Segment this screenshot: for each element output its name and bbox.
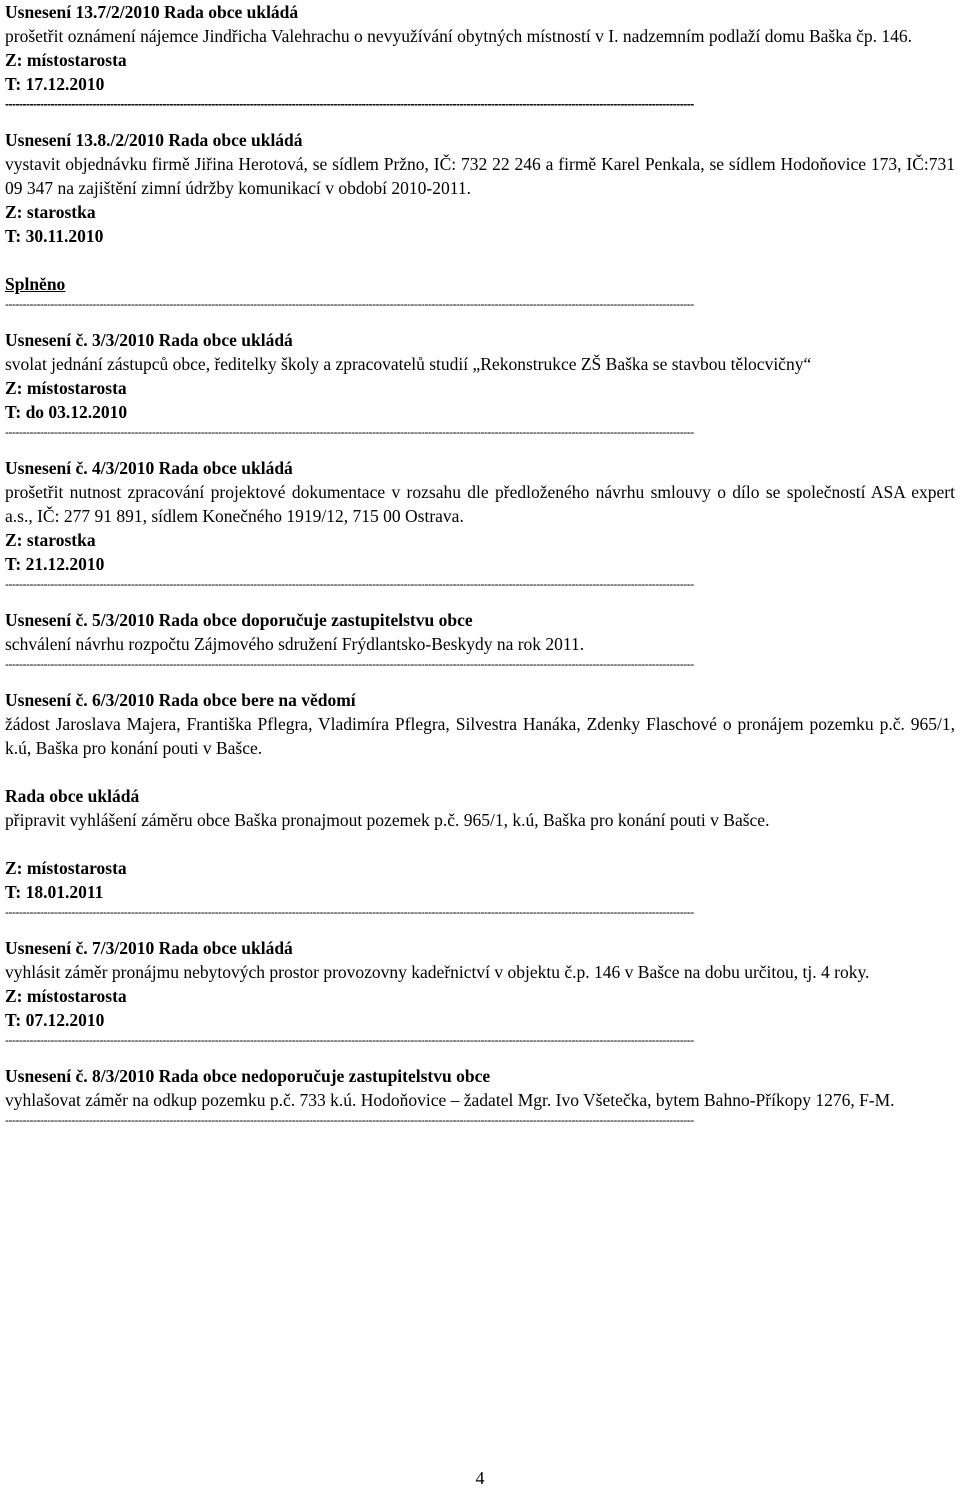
separator-line: ----------------------------------------------------------------------------------------------------------------------------------------------------------------------------------------------------- [5,657,694,671]
page-number: 4 [475,1468,485,1488]
resolution-responsible: Z: starostka [5,202,96,222]
resolution-body: vyhlásit záměr pronájmu nebytových prostor provozovny kadeřnictví v objektu č.p. 146 v Bašce na dobu určitou, tj. 4 roky. [5,962,870,982]
resolution-13-8 [5,128,955,296]
resolution-3-3 [5,328,955,424]
separator-line: ----------------------------------------------------------------------------------------------------------------------------------------------------------------------------------------------------- [5,1033,694,1047]
resolution-heading: Usnesení 13.8./2/2010 Rada obce ukládá [5,130,303,150]
document-page [5,0,955,1128]
resolution-heading: Usnesení 13.7/2/2010 Rada obce ukládá [5,2,299,22]
resolution-subheading: Rada obce ukládá [5,786,140,806]
resolution-heading: Usnesení č. 7/3/2010 Rada obce ukládá [5,938,293,958]
resolution-deadline: T: 07.12.2010 [5,1010,105,1030]
resolution-body: prošetřit nutnost zpracování projektové dokumentace v rozsahu dle předloženého návrhu smlouvy o dílo se společností ASA expert a.s., IČ: 277 91 891, sídlem Konečného 1919/12, 715 00 Ostrava. [5,482,955,526]
resolution-responsible: Z: místostarosta [5,50,127,70]
resolution-status: Splněno [5,274,66,294]
resolution-6-3 [5,688,955,904]
resolution-body: vystavit objednávku firmě Jiřina Herotová, se sídlem Pržno, IČ: 732 22 246 a firmě Karel Penkala, se sídlem Hodoňovice 173, IČ:731 09 347 na zajištění zimní údržby komunikací v období 2010-2011. [5,154,955,198]
resolution-body: schválení návrhu rozpočtu Zájmového sdružení Frýdlantsko-Beskydy na rok 2011. [5,634,585,654]
resolution-heading: Usnesení č. 5/3/2010 Rada obce doporučuje zastupitelstvu obce [5,610,473,630]
resolution-body: prošetřit oznámení nájemce Jindřicha Valehrachu o nevyužívání obytných místností v I. nadzemním podlaží domu Baška čp. 146. [5,26,913,46]
resolution-heading: Usnesení č. 4/3/2010 Rada obce ukládá [5,458,293,478]
resolution-heading: Usnesení č. 3/3/2010 Rada obce ukládá [5,330,293,350]
resolution-body: žádost Jaroslava Majera, Františka Pflegra, Vladimíra Pflegra, Silvestra Hanáka, Zdenky Flaschové o pronájem pozemku p.č. 965/1, k.ú, Baška pro konání pouti v Bašce. [5,714,955,758]
resolution-deadline: T: do 03.12.2010 [5,402,128,422]
separator-line: ----------------------------------------------------------------------------------------------------------------------------------------------------------------------------------------------------- [5,1113,694,1127]
resolution-13-7 [5,0,955,96]
resolution-responsible: Z: místostarosta [5,986,127,1006]
resolution-5-3 [5,608,955,656]
resolution-body: vyhlašovat záměr na odkup pozemku p.č. 733 k.ú. Hodoňovice – žadatel Mgr. Ivo Všetečka, bytem Bahno-Příkopy 1276, F-M. [5,1090,895,1110]
resolution-responsible: Z: místostarosta [5,858,127,878]
resolution-deadline: T: 17.12.2010 [5,74,105,94]
resolution-7-3 [5,936,955,1032]
resolution-4-3 [5,456,955,576]
resolution-responsible: Z: místostarosta [5,378,127,398]
resolution-body: svolat jednání zástupců obce, ředitelky školy a zpracovatelů studií „Rekonstrukce ZŠ Baška se stavbou tělocvičny“ [5,354,812,374]
separator-line: ----------------------------------------------------------------------------------------------------------------------------------------------------------------------------------------------------- [5,905,694,919]
separator-line: ----------------------------------------------------------------------------------------------------------------------------------------------------------------------------------------------------- [5,97,694,111]
resolution-deadline: T: 30.11.2010 [5,226,104,246]
separator-line: ----------------------------------------------------------------------------------------------------------------------------------------------------------------------------------------------------- [5,577,694,591]
resolution-heading: Usnesení č. 6/3/2010 Rada obce bere na vědomí [5,690,356,710]
resolution-body-2: připravit vyhlášení záměru obce Baška pronajmout pozemek p.č. 965/1, k.ú, Baška pro konání pouti v Bašce. [5,810,770,830]
resolution-deadline: T: 21.12.2010 [5,554,105,574]
resolution-deadline: T: 18.01.2011 [5,882,104,902]
resolution-responsible: Z: starostka [5,530,96,550]
separator-line: ----------------------------------------------------------------------------------------------------------------------------------------------------------------------------------------------------- [5,425,694,439]
resolution-8-3 [5,1064,955,1112]
separator-line: ----------------------------------------------------------------------------------------------------------------------------------------------------------------------------------------------------- [5,297,694,311]
resolution-heading: Usnesení č. 8/3/2010 Rada obce nedoporučuje zastupitelstvu obce [5,1066,491,1086]
